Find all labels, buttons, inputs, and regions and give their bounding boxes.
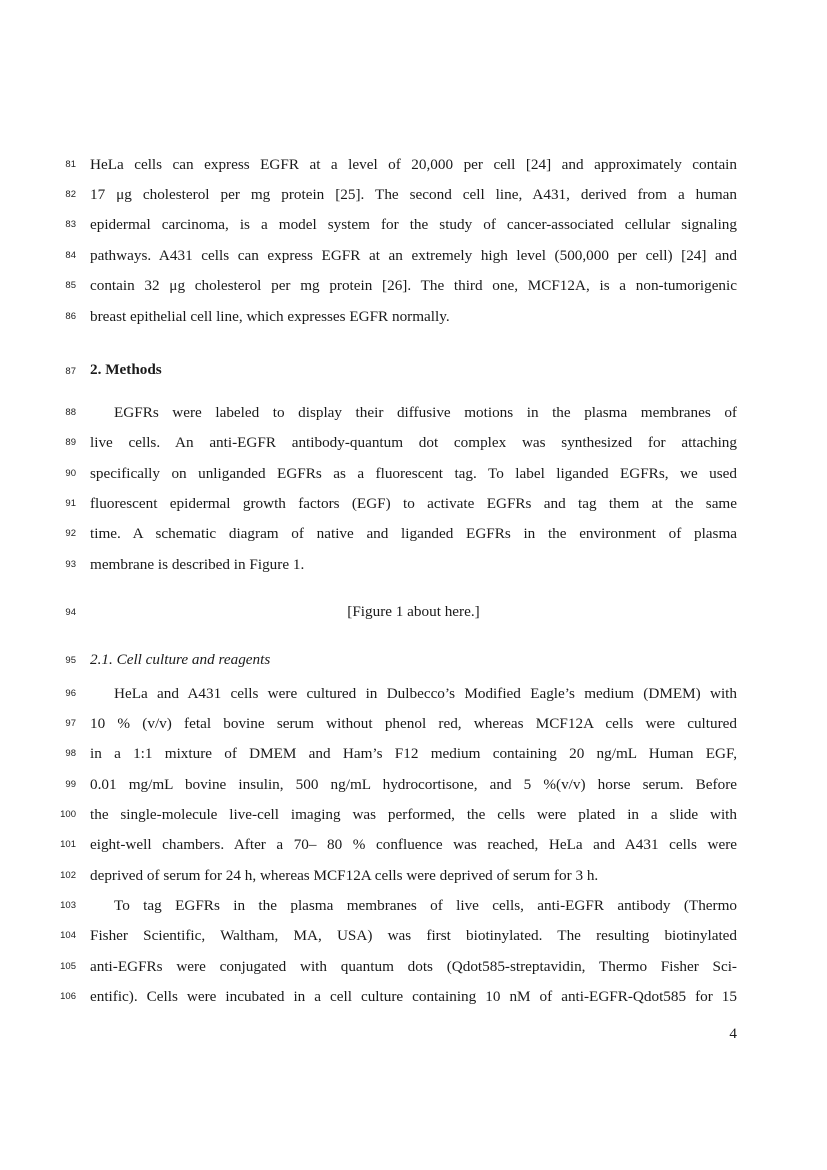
body-text-line: time. A schematic diagram of native and liganded EGFRs in the environment of plasma xyxy=(90,525,737,542)
line-number: 83 xyxy=(65,219,76,230)
line-number: 102 xyxy=(60,870,76,881)
line-number: 97 xyxy=(65,718,76,729)
body-text-line: 0.01 mg/mL bovine insulin, 500 ng/mL hydrocortisone, and 5 %(v/v) horse serum. Before xyxy=(90,776,737,793)
body-text-line: Fisher Scientific, Waltham, MA, USA) was first biotinylated. The resulting biotinylated xyxy=(90,927,737,944)
body-text-line: epidermal carcinoma, is a model system for the study of cancer-associated cellular signaling xyxy=(90,216,737,233)
body-text-line: entific). Cells were incubated in a cell culture containing 10 nM of anti-EGFR-Qdot585 for 15 xyxy=(90,988,737,1005)
body-text-line: 10 % (v/v) fetal bovine serum without phenol red, whereas MCF12A cells were cultured xyxy=(90,715,737,732)
line-number: 99 xyxy=(65,779,76,790)
body-text-line: deprived of serum for 24 h, whereas MCF12A cells were deprived of serum for 3 h. xyxy=(90,867,599,884)
subsection-heading-cell-culture: 2.1. Cell culture and reagents xyxy=(90,651,271,668)
line-number: 101 xyxy=(60,839,76,850)
line-number: 95 xyxy=(65,655,76,666)
line-number: 87 xyxy=(65,366,76,377)
body-text-line: in a 1:1 mixture of DMEM and Ham’s F12 medium containing 20 ng/mL Human EGF, xyxy=(90,745,737,762)
body-text-line: contain 32 μg cholesterol per mg protein [26]. The third one, MCF12A, is a non-tumorigenic xyxy=(90,277,737,294)
line-number: 100 xyxy=(60,809,76,820)
body-text-line: pathways. A431 cells can express EGFR at an extremely high level (500,000 per cell) [24] and xyxy=(90,247,737,264)
line-number: 85 xyxy=(65,280,76,291)
line-number: 86 xyxy=(65,311,76,322)
page-number: 4 xyxy=(729,1025,737,1042)
body-text-line: HeLa cells can express EGFR at a level of 20,000 per cell [24] and approximately contain xyxy=(90,156,737,173)
line-number: 104 xyxy=(60,930,76,941)
line-number: 94 xyxy=(65,607,76,618)
section-heading-methods: 2. Methods xyxy=(90,361,162,378)
body-text-line: membrane is described in Figure 1. xyxy=(90,556,305,573)
body-text-line: eight-well chambers. After a 70– 80 % confluence was reached, HeLa and A431 cells were xyxy=(90,836,737,853)
body-text-line: To tag EGFRs in the plasma membranes of live cells, anti-EGFR antibody (Thermo xyxy=(114,897,737,914)
line-number: 96 xyxy=(65,688,76,699)
line-number: 93 xyxy=(65,559,76,570)
body-text-line: 17 μg cholesterol per mg protein [25]. The second cell line, A431, derived from a human xyxy=(90,186,737,203)
body-text-line: specifically on unliganded EGFRs as a fluorescent tag. To label liganded EGFRs, we used xyxy=(90,465,737,482)
figure-placeholder: [Figure 1 about here.] xyxy=(347,603,480,620)
line-number: 81 xyxy=(65,159,76,170)
line-number: 91 xyxy=(65,498,76,509)
body-text-line: anti-EGFRs were conjugated with quantum dots (Qdot585-streptavidin, Thermo Fisher Sci- xyxy=(90,958,737,975)
body-text-line: fluorescent epidermal growth factors (EGF) to activate EGFRs and tag them at the same xyxy=(90,495,737,512)
line-number: 105 xyxy=(60,961,76,972)
body-text-line: HeLa and A431 cells were cultured in Dulbecco’s Modified Eagle’s medium (DMEM) with xyxy=(114,685,737,702)
body-text-line: the single-molecule live-cell imaging was performed, the cells were plated in a slide with xyxy=(90,806,737,823)
body-text-line: live cells. An anti-EGFR antibody-quantum dot complex was synthesized for attaching xyxy=(90,434,737,451)
line-number: 84 xyxy=(65,250,76,261)
line-number: 82 xyxy=(65,189,76,200)
body-text-line: EGFRs were labeled to display their diffusive motions in the plasma membranes of xyxy=(114,404,737,421)
line-number: 90 xyxy=(65,468,76,479)
body-text-line: breast epithelial cell line, which expresses EGFR normally. xyxy=(90,308,450,325)
line-number: 103 xyxy=(60,900,76,911)
line-number: 89 xyxy=(65,437,76,448)
line-number: 98 xyxy=(65,748,76,759)
line-number: 92 xyxy=(65,528,76,539)
line-number: 88 xyxy=(65,407,76,418)
line-number: 106 xyxy=(60,991,76,1002)
